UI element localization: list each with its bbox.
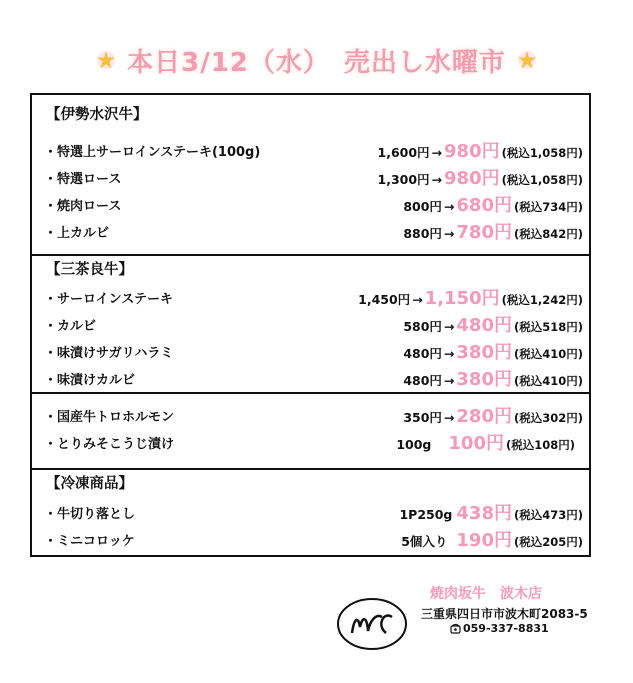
- item-price: [378, 164, 584, 190]
- item-name: ・特選ロース: [44, 171, 122, 187]
- original-price: 1,300円: [377, 172, 430, 187]
- menu-section-sanchara: [32, 256, 589, 392]
- original-price: 580円: [403, 319, 442, 334]
- list-item: [32, 312, 589, 336]
- page-title: 本日3/12（水） 売出し水曜市: [127, 47, 506, 78]
- item-price: [403, 311, 583, 337]
- arrow-icon: →: [443, 373, 455, 388]
- quantity: 1P250g: [399, 507, 453, 522]
- menu-section-frozen: [32, 470, 589, 555]
- arrow-icon: →: [412, 292, 423, 307]
- item-name: ・焼肉ロース: [44, 198, 122, 214]
- list-item: [32, 527, 589, 551]
- item-name: ・国産牛トロホルモン: [44, 409, 175, 425]
- quantity: 100g: [396, 437, 432, 452]
- list-item: [32, 403, 589, 427]
- item-name: ・とりみそこうじ漬け: [44, 436, 175, 452]
- list-item: [32, 138, 589, 162]
- tax-price: (税込734円): [513, 200, 583, 214]
- list-item: [32, 500, 589, 524]
- page-title-bar: [0, 38, 633, 82]
- tax-price: (税込1,058円): [501, 146, 583, 160]
- item-name: ・上カルビ: [44, 225, 110, 241]
- original-price: 480円: [403, 373, 442, 388]
- item-name: ・ミニコロッケ: [44, 533, 135, 549]
- list-item: [32, 285, 589, 309]
- section-title: 【伊勢水沢牛】: [46, 107, 148, 123]
- item-price: [403, 402, 583, 428]
- tax-price: (税込205円): [513, 535, 583, 549]
- section-title: 【冷凍商品】: [46, 476, 133, 492]
- item-name: ・特選上サーロインステーキ(100g): [44, 144, 261, 160]
- arrow-icon: →: [443, 410, 455, 425]
- original-price: 480円: [403, 346, 442, 361]
- original-price: 880円: [403, 226, 442, 241]
- list-item: [32, 430, 589, 454]
- item-price: [399, 499, 583, 525]
- arrow-icon: →: [443, 226, 455, 241]
- item-price: [396, 429, 575, 455]
- item-price: [403, 338, 583, 364]
- list-item: [32, 192, 589, 216]
- phone-number: 059-337-8831: [463, 622, 549, 635]
- sale-price: 100円: [448, 433, 504, 454]
- original-price: 1,450円: [358, 292, 411, 307]
- sale-price: 480円: [456, 315, 512, 336]
- tax-price: (税込410円): [513, 347, 583, 361]
- tax-price: (税込473円): [513, 508, 583, 522]
- item-price: [403, 365, 583, 391]
- list-item: [32, 219, 589, 243]
- item-price: [401, 526, 583, 552]
- arrow-icon: →: [443, 319, 455, 334]
- section-title: 【三茶良牛】: [46, 262, 133, 278]
- sale-price: 780円: [456, 222, 512, 243]
- arrow-icon: →: [431, 145, 443, 160]
- tax-price: (税込1,058円): [501, 173, 583, 187]
- quantity: 5個入り: [401, 534, 448, 549]
- shop-phone: [450, 622, 549, 635]
- phone-icon: [450, 623, 461, 634]
- sale-price: 680円: [456, 195, 512, 216]
- shop-logo: [336, 597, 408, 651]
- list-item: [32, 339, 589, 363]
- shop-address: 三重県四日市市波木町2083-5: [421, 607, 588, 621]
- sale-price: 380円: [456, 342, 512, 363]
- sale-price: 980円: [444, 168, 500, 189]
- sparkle-icon: [516, 49, 538, 71]
- item-name: ・味漬けカルビ: [44, 372, 136, 388]
- sale-price: 980円: [444, 141, 500, 162]
- arrow-icon: →: [443, 199, 455, 214]
- sale-price: 280円: [456, 406, 512, 427]
- tax-price: (税込518円): [513, 320, 583, 334]
- arrow-icon: →: [431, 172, 443, 187]
- tax-price: (税込108円): [505, 438, 575, 452]
- original-price: 350円: [403, 410, 442, 425]
- item-name: ・牛切り落とし: [44, 506, 136, 522]
- tax-price: (税込410円): [513, 374, 583, 388]
- menu-section-ise-mizusawa: [32, 95, 589, 255]
- sale-price: 1,150円: [424, 288, 500, 309]
- sparkle-icon: [95, 49, 117, 71]
- item-price: [403, 218, 583, 244]
- item-price: [403, 191, 583, 217]
- original-price: 1,600円: [377, 145, 430, 160]
- sale-price: 438円: [456, 503, 512, 524]
- sale-price: 190円: [456, 530, 512, 551]
- menu-section-misc: [32, 393, 589, 469]
- shop-name: 焼肉坂牛 波木店: [430, 586, 542, 602]
- tax-price: (税込302円): [513, 411, 583, 425]
- tax-price: (税込842円): [513, 227, 583, 241]
- arrow-icon: →: [443, 346, 455, 361]
- list-item: [32, 165, 589, 189]
- item-price: [358, 284, 583, 310]
- item-name: ・カルビ: [44, 318, 97, 334]
- item-price: [378, 137, 584, 163]
- list-item: [32, 366, 589, 390]
- item-name: ・サーロインステーキ: [44, 291, 173, 307]
- original-price: 800円: [403, 199, 442, 214]
- tax-price: (税込1,242円): [501, 293, 583, 307]
- menu-box: [30, 93, 591, 557]
- item-name: ・味漬けサガリハラミ: [44, 345, 174, 361]
- sale-price: 380円: [456, 369, 512, 390]
